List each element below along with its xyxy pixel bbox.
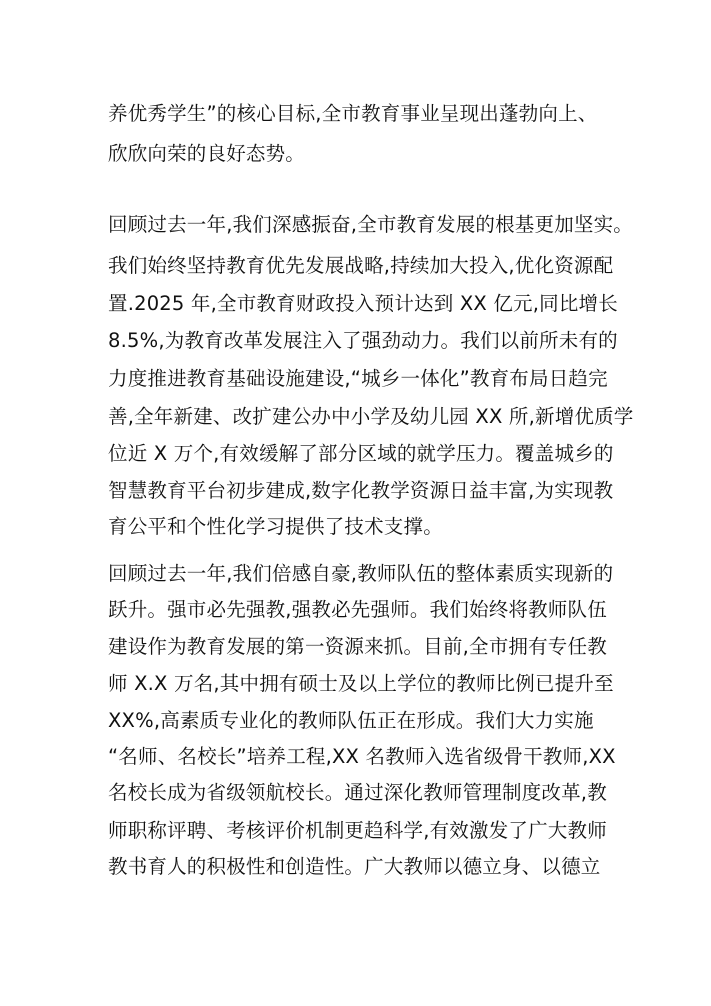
text-line: 我们始终坚持教育优先发展战略,持续加大投入,优化资源配: [108, 254, 614, 277]
text-line: 力度推进教育基础设施建设,“城乡一体化”教育布局日趋完: [108, 367, 608, 390]
text-line: 师职称评聘、考核评价机制更趋科学,有效激发了广大教师: [108, 819, 607, 842]
text-line: 智慧教育平台初步建成,数字化教学资源日益丰富,为实现教: [108, 479, 614, 502]
text-line: 育公平和个性化学习提供了技术支撑。: [108, 515, 443, 538]
text-line: 位近 X 万个,有效缓解了部分区域的就学压力。覆盖城乡的: [108, 442, 614, 465]
text-line: 养优秀学生”的核心目标,全市教育事业呈现出蓬勃向上、: [108, 102, 598, 125]
text-line: 教书育人的积极性和创造性。广大教师以德立身、以德立: [108, 855, 601, 878]
text-line: 名校长成为省级领航校长。通过深化教师管理制度改革,教: [108, 781, 607, 804]
text-line: 8.5%,为教育改革发展注入了强劲动力。我们以前所未有的: [108, 329, 618, 352]
text-line: 回顾过去一年,我们深感振奋,全市教育发展的根基更加坚实。: [108, 213, 633, 236]
text-line: 跃升。强市必先强教,强教必先强师。我们始终将教师队伍: [108, 598, 607, 621]
text-line: 善,全年新建、改扩建公办中小学及幼儿园 XX 所,新增优质学: [108, 405, 634, 428]
text-line: 师 X.X 万名,其中拥有硕士及以上学位的教师比例已提升至: [108, 672, 614, 695]
text-line: 回顾过去一年,我们倍感自豪,教师队伍的整体素质实现新的: [108, 562, 614, 585]
text-line: 建设作为教育发展的第一资源来抓。目前,全市拥有专任教: [108, 635, 607, 658]
text-line: 欣欣向荣的良好态势。: [108, 142, 306, 165]
text-line: “名师、名校长”培养工程,XX 名教师入选省级骨干教师,XX: [108, 745, 616, 768]
text-line: XX%,高素质专业化的教师队伍正在形成。我们大力实施: [108, 709, 594, 732]
text-line: 置.2025 年,全市教育财政投入预计达到 XX 亿元,同比增长: [108, 292, 618, 315]
